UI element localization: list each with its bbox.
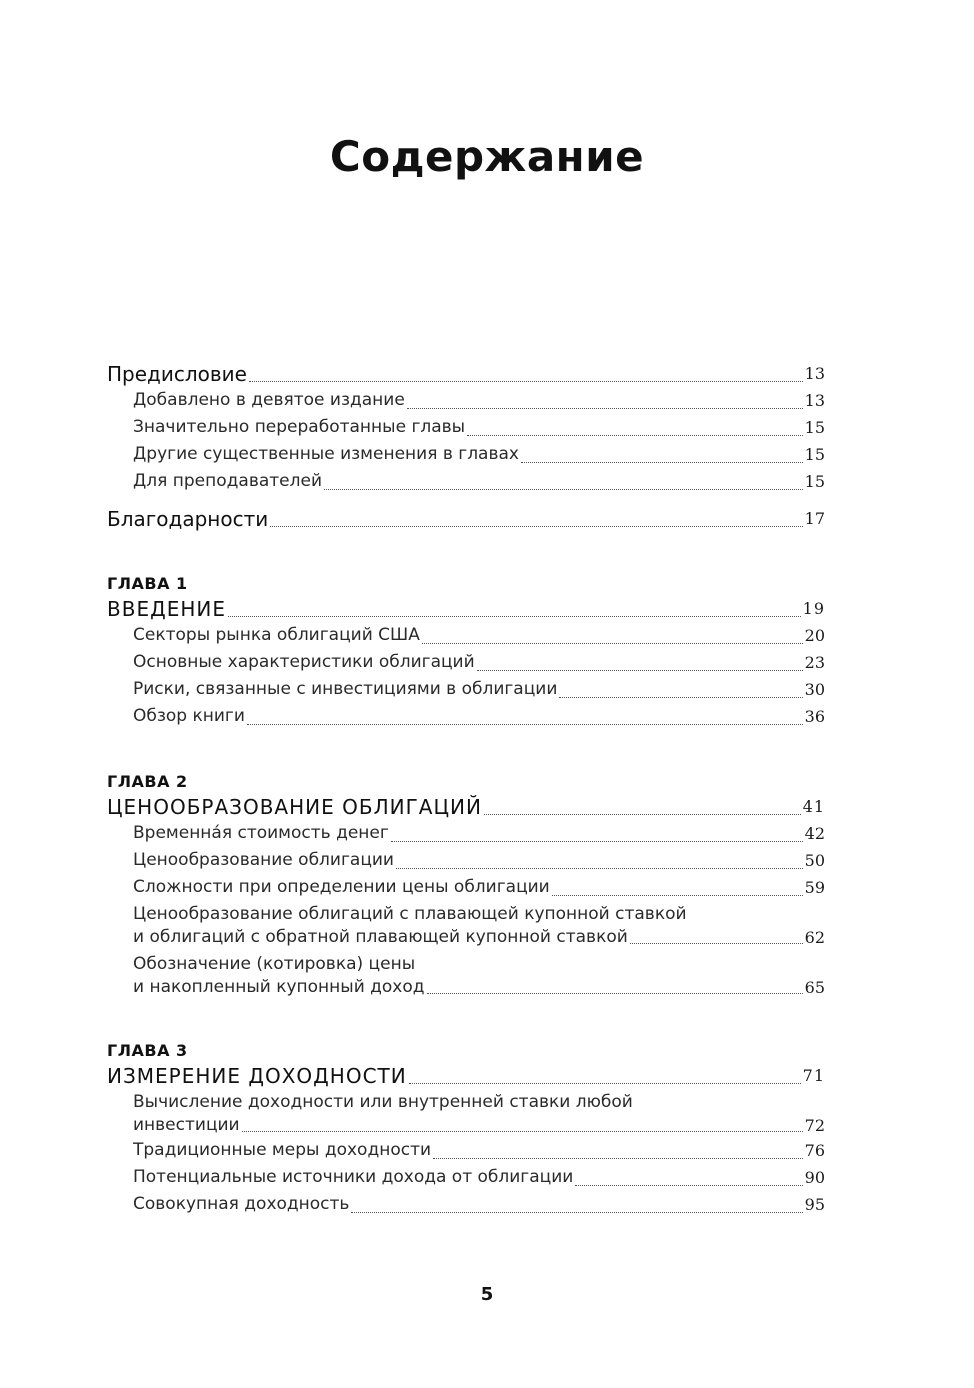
- toc-entry-label-line2: и накопленный купонный доход: [133, 977, 425, 997]
- dot-leader: [270, 526, 802, 527]
- toc-subentry[interactable]: [107, 468, 825, 495]
- toc-page-number: 30: [804, 680, 825, 699]
- toc-page-number: 95: [804, 1195, 825, 1214]
- page-title: Содержание: [329, 132, 645, 181]
- chapter-label: ГЛАВА 2: [107, 772, 188, 791]
- toc-entry-label: Для преподавателей: [133, 471, 323, 491]
- toc-subentry-multiline[interactable]: [107, 953, 825, 999]
- dot-leader: [351, 1212, 802, 1213]
- toc-subentry[interactable]: [107, 820, 825, 847]
- dot-leader: [467, 435, 803, 436]
- dot-leader: [242, 1131, 803, 1132]
- toc-page-number: 19: [802, 599, 825, 618]
- dot-leader: [433, 1158, 803, 1159]
- dot-leader: [422, 643, 803, 644]
- toc-entry-label: Сложности при определении цены облигации: [133, 877, 550, 897]
- toc-entry-preface[interactable]: [107, 361, 825, 387]
- dot-leader: [228, 616, 801, 617]
- toc-entry-label: Временна́я стоимость денег: [133, 823, 389, 843]
- toc-entry-label-line1: Ценообразование облигаций с плавающей купонной ставкой: [133, 904, 687, 924]
- toc-subentry[interactable]: [107, 703, 825, 730]
- toc-page-number: 90: [804, 1168, 825, 1187]
- dot-leader: [559, 697, 802, 698]
- toc-page-number: 72: [804, 1116, 825, 1135]
- toc-entry-label: Традиционные меры доходности: [133, 1140, 432, 1160]
- toc-page-number: 15: [804, 472, 825, 491]
- dot-leader: [391, 841, 803, 842]
- toc-entry-label: Основные характеристики облигаций: [133, 652, 475, 672]
- toc-entry-acknowledgements[interactable]: [107, 506, 825, 532]
- dot-leader: [324, 489, 803, 490]
- toc-entry-label: ВВЕДЕНИЕ: [107, 597, 226, 621]
- toc-page-number: 71: [802, 1066, 825, 1085]
- chapter-label: ГЛАВА 3: [107, 1041, 188, 1060]
- dot-leader: [247, 724, 803, 725]
- toc-entry-label: Риски, связанные с инвестициями в облигации: [133, 679, 558, 699]
- toc-entry-label-line2: инвестиции: [133, 1115, 240, 1135]
- chapter-label: ГЛАВА 1: [107, 574, 188, 593]
- toc-entry-label: Потенциальные источники дохода от облигации: [133, 1167, 574, 1187]
- toc-subentry[interactable]: [107, 1137, 825, 1164]
- dot-leader: [575, 1185, 802, 1186]
- toc-entry-label-line1: Вычисление доходности или внутренней ставки любой: [133, 1092, 633, 1112]
- toc-page-number: 13: [804, 364, 825, 383]
- toc-page-number: 13: [804, 391, 825, 410]
- dot-leader: [477, 670, 803, 671]
- table-of-contents: [107, 361, 825, 1218]
- toc-page-number: 20: [804, 626, 825, 645]
- toc-entry-label: Обзор книги: [133, 706, 245, 726]
- toc-entry-label-line2: и облигаций с обратной плавающей купонной ставкой: [133, 927, 628, 947]
- toc-subentry[interactable]: [107, 1191, 825, 1218]
- toc-entry-label: Значительно переработанные главы: [133, 417, 466, 437]
- toc-entry-label: Другие существенные изменения в главах: [133, 444, 519, 464]
- dot-leader: [630, 943, 803, 944]
- toc-entry-label: ИЗМЕРЕНИЕ ДОХОДНОСТИ: [107, 1064, 407, 1088]
- dot-leader: [427, 993, 803, 994]
- toc-entry-label: Совокупная доходность: [133, 1194, 350, 1214]
- toc-entry-label: Благодарности: [107, 507, 269, 531]
- toc-page-number: 42: [804, 824, 825, 843]
- dot-leader: [484, 814, 801, 815]
- toc-entry-label: Секторы рынка облигаций США: [133, 625, 420, 645]
- dot-leader: [552, 895, 803, 896]
- toc-subentry[interactable]: [107, 441, 825, 468]
- toc-entry-label: Предисловие: [107, 362, 247, 386]
- toc-subentry[interactable]: [107, 874, 825, 901]
- toc-subentry[interactable]: [107, 1164, 825, 1191]
- toc-page-number: 65: [804, 978, 825, 997]
- toc-subentry[interactable]: [107, 847, 825, 874]
- toc-subentry[interactable]: [107, 387, 825, 414]
- toc-entry-chapter-title[interactable]: [107, 794, 825, 820]
- toc-page-number: 59: [804, 878, 825, 897]
- toc-subentry-multiline[interactable]: [107, 903, 825, 949]
- toc-entry-label: Ценообразование облигации: [133, 850, 394, 870]
- toc-subentry-multiline[interactable]: [107, 1091, 825, 1137]
- toc-page-number: 62: [804, 928, 825, 947]
- toc-entry-label: Добавлено в девятое издание: [133, 390, 405, 410]
- dot-leader: [396, 868, 803, 869]
- toc-subentry[interactable]: [107, 649, 825, 676]
- toc-page-number: 15: [804, 418, 825, 437]
- dot-leader: [409, 1083, 801, 1084]
- toc-subentry[interactable]: [107, 676, 825, 703]
- toc-page-number: 17: [804, 509, 825, 528]
- toc-entry-chapter-title[interactable]: [107, 596, 825, 622]
- toc-entry-chapter-title[interactable]: [107, 1063, 825, 1089]
- toc-subentry[interactable]: [107, 622, 825, 649]
- dot-leader: [407, 408, 803, 409]
- toc-subentry[interactable]: [107, 414, 825, 441]
- page-number: 5: [480, 1284, 494, 1305]
- toc-page-number: 50: [804, 851, 825, 870]
- toc-page-number: 41: [802, 797, 825, 816]
- toc-page-number: 76: [804, 1141, 825, 1160]
- dot-leader: [249, 381, 803, 382]
- dot-leader: [521, 462, 803, 463]
- toc-entry-label: ЦЕНООБРАЗОВАНИЕ ОБЛИГАЦИЙ: [107, 795, 482, 819]
- toc-entry-label-line1: Обозначение (котировка) цены: [133, 954, 416, 974]
- toc-page-number: 36: [804, 707, 825, 726]
- toc-page-number: 23: [804, 653, 825, 672]
- toc-page-number: 15: [804, 445, 825, 464]
